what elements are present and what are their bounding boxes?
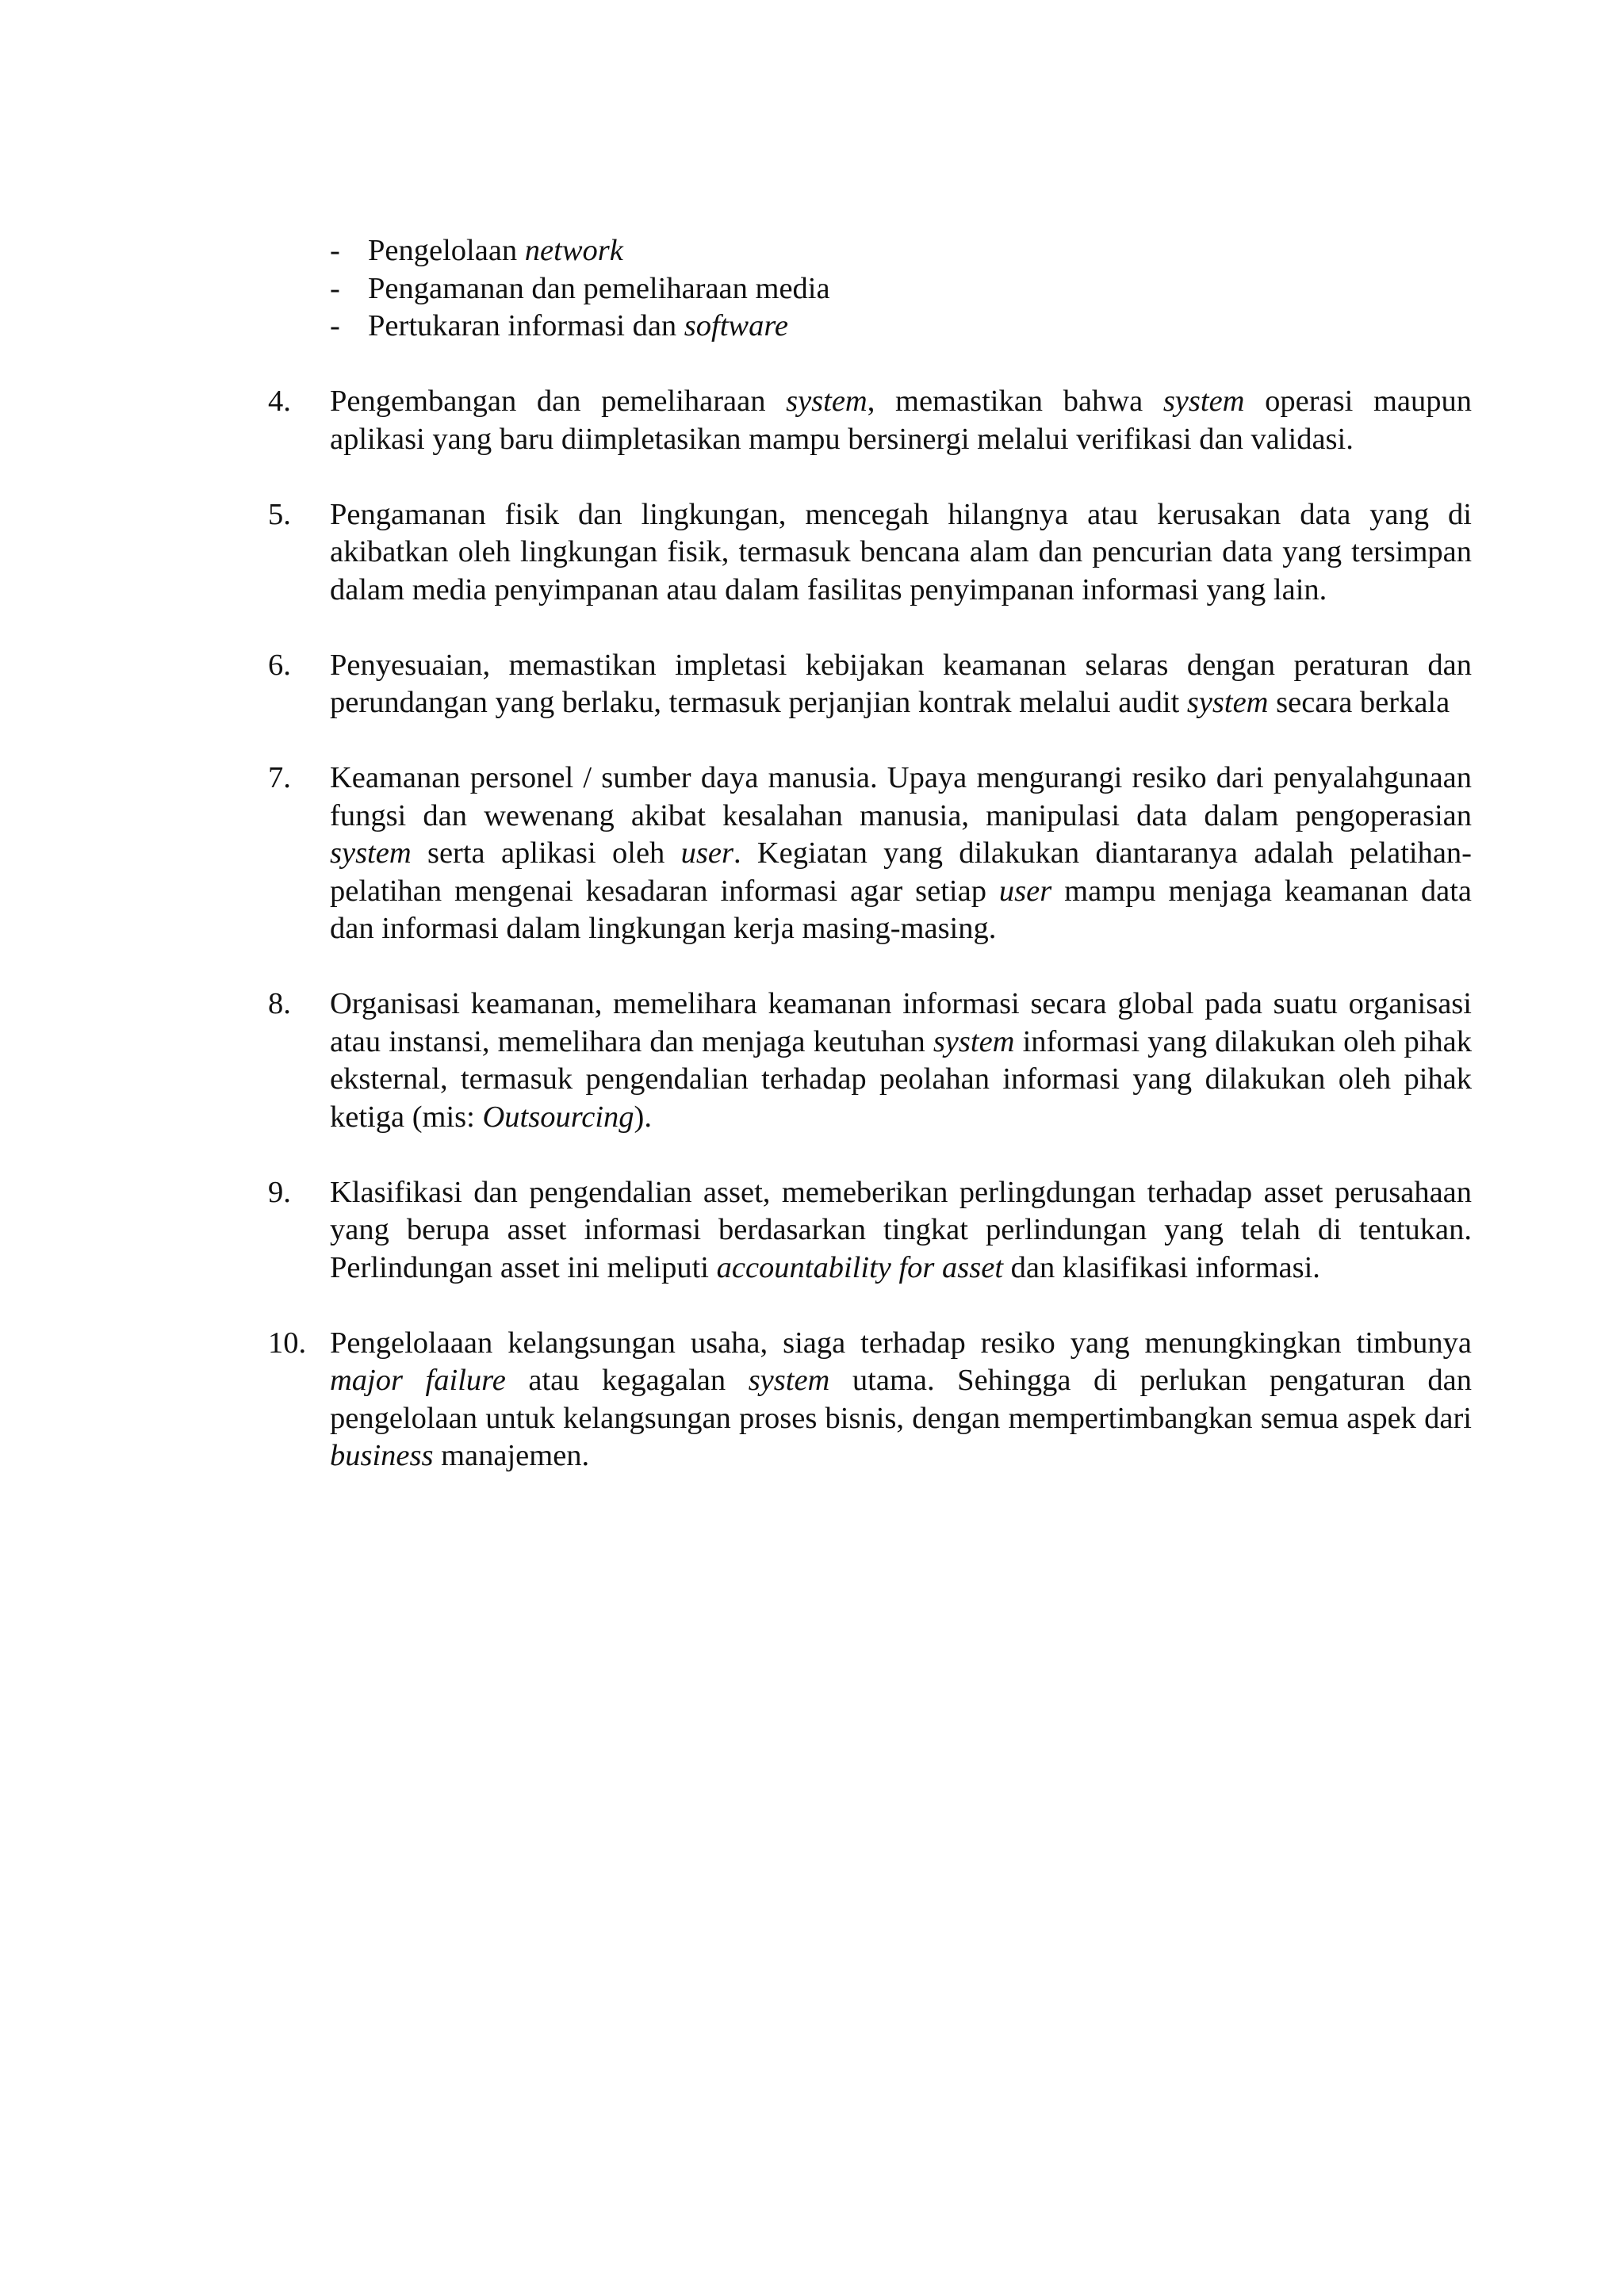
bullet-item bbox=[268, 270, 1473, 308]
item-number: 10. bbox=[268, 1326, 307, 1360]
item-number: 7. bbox=[268, 761, 291, 794]
text-run: secara berkala bbox=[1268, 686, 1450, 719]
italic-term: system bbox=[1162, 385, 1245, 418]
text-run: mampu menjaga keamanan data dan informasi dalam lingkungan kerja masing-masing. bbox=[330, 874, 1472, 945]
italic-term: Outsourcing bbox=[482, 1100, 634, 1134]
list-item bbox=[268, 985, 1473, 1136]
text-run: Penyesuaian, memastikan impletasi kebijakan keamanan selaras dengan peraturan dan perundangan yang berlaku, termasuk perjanjian kontrak melalui audit bbox=[330, 648, 1472, 719]
italic-term: business bbox=[330, 1439, 434, 1472]
item-number: 4. bbox=[268, 385, 291, 418]
italic-term: system bbox=[933, 1024, 1015, 1058]
italic-term: system bbox=[748, 1364, 830, 1397]
italic-term: system bbox=[786, 385, 868, 418]
text-run: , memastikan bahwa bbox=[867, 385, 1163, 418]
text-run: operasi maupun aplikasi yang baru diimpletasikan mampu bersinergi melalui verifikasi dan validasi. bbox=[330, 385, 1472, 456]
item-text bbox=[330, 1325, 1472, 1475]
list-item bbox=[268, 1325, 1473, 1475]
item-text bbox=[330, 383, 1472, 458]
list-item bbox=[268, 647, 1473, 722]
document-content bbox=[268, 232, 1473, 1475]
bullet-item bbox=[268, 308, 1473, 346]
italic-term: user bbox=[680, 836, 733, 870]
text-run: dan klasifikasi informasi. bbox=[1003, 1250, 1320, 1284]
text-run: utama. Sehingga di perlukan pengaturan dan pengelolaan untuk kelangsungan proses bisnis, dengan mempertimbangkan semua aspek dari bbox=[330, 1364, 1473, 1435]
text-run: atau kegagalan bbox=[505, 1364, 749, 1397]
item-number: 6. bbox=[268, 648, 291, 682]
italic-term: accountability for asset bbox=[716, 1250, 1004, 1284]
list-item bbox=[268, 760, 1473, 948]
bullet-marker: - bbox=[330, 271, 340, 305]
text-run: Keamanan personel / sumber daya manusia. Upaya mengurangi resiko dari penyalahgunaan fungsi dan wewenang akibat kesalahan manusia, manipulasi data dalam pengoperasian bbox=[330, 761, 1472, 832]
text-run: ). bbox=[634, 1100, 652, 1134]
italic-term: system bbox=[330, 836, 412, 870]
numbered-list bbox=[268, 383, 1473, 1475]
bullet-text: Pengamanan dan pemeliharaan media bbox=[368, 271, 830, 305]
text-run: informasi yang dilakukan oleh pihak eksternal, termasuk pengendalian terhadap peolahan informasi yang dilakukan oleh pihak ketiga (mis: bbox=[330, 1024, 1473, 1134]
item-number: 9. bbox=[268, 1175, 291, 1209]
text-run: serta aplikasi oleh bbox=[411, 836, 681, 870]
italic-term: user bbox=[998, 874, 1052, 908]
item-number: 5. bbox=[268, 497, 291, 531]
list-item bbox=[268, 1174, 1473, 1288]
list-item bbox=[268, 496, 1473, 610]
italic-term: major failure bbox=[330, 1364, 506, 1397]
list-item bbox=[268, 383, 1473, 458]
text-run: manajemen. bbox=[433, 1439, 590, 1472]
bullet-text: Pengelolaan network bbox=[368, 234, 623, 267]
bullet-text: Pertukaran informasi dan software bbox=[368, 309, 788, 342]
bullet-marker: - bbox=[330, 309, 340, 342]
text-run: Pengembangan dan pemeliharaan bbox=[330, 385, 787, 418]
bullet-marker: - bbox=[330, 234, 340, 267]
text-run: Pengamanan fisik dan lingkungan, mencegah hilangnya atau kerusakan data yang di akibatkan oleh lingkungan fisik, termasuk bencana alam dan pencurian data yang tersimpan dalam media penyimpanan atau dalam fasilitas penyimpanan informasi yang lain. bbox=[330, 497, 1472, 607]
text-run: Pengelolaaan kelangsungan usaha, siaga terhadap resiko yang menungkingkan timbunya bbox=[330, 1326, 1472, 1360]
item-text bbox=[330, 647, 1472, 722]
bullet-list bbox=[268, 232, 1473, 346]
text-run: Organisasi keamanan, memelihara keamanan informasi secara global pada suatu organisasi atau instansi, memelihara dan menjaga keutuhan bbox=[330, 987, 1472, 1058]
text-run: . Kegiatan yang dilakukan diantaranya adalah pelatihan-pelatihan mengenai kesadaran informasi agar setiap bbox=[330, 836, 1472, 908]
item-number: 8. bbox=[268, 987, 291, 1020]
item-text bbox=[330, 760, 1472, 948]
item-text bbox=[330, 496, 1472, 610]
italic-term: system bbox=[1186, 686, 1269, 719]
text-run: Klasifikasi dan pengendalian asset, memeberikan perlingdungan terhadap asset perusahaan yang berupa asset informasi berdasarkan tingkat perlindungan yang telah di tentukan. Perlindungan asset ini meliputi bbox=[330, 1175, 1472, 1284]
item-text bbox=[330, 1174, 1472, 1288]
item-text bbox=[330, 985, 1472, 1136]
bullet-item bbox=[268, 232, 1473, 270]
